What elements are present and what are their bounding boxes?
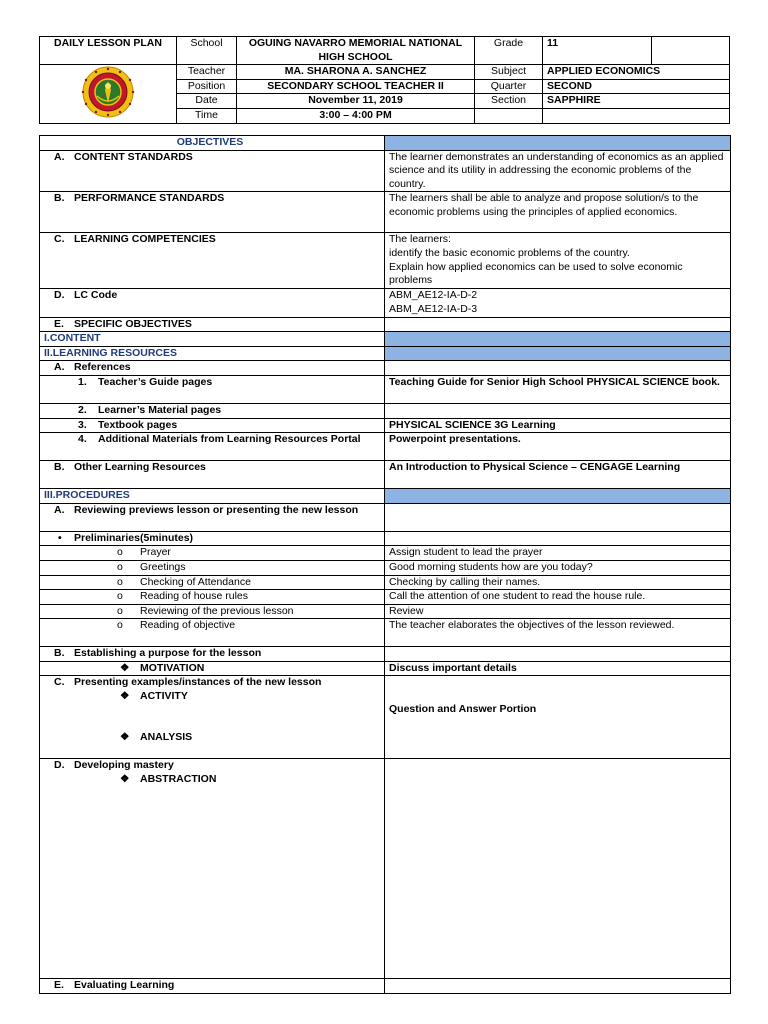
header-table: [39, 36, 730, 124]
date-label: Date: [177, 94, 237, 109]
school-logo-icon: [73, 66, 143, 118]
diamond-bullet-icon: ❖: [120, 661, 130, 674]
prelim-value-greetings: Good morning students how are you today?: [385, 560, 731, 575]
prelim-item-attendance: o Checking of Attendance: [40, 575, 385, 590]
time-label: Time: [177, 108, 237, 123]
prelim-value-house-rules: Call the attention of one student to read the house rule.: [385, 590, 731, 605]
teachers-guide-value: Teaching Guide for Senior High School PHYSICAL SCIENCE book.: [385, 375, 731, 403]
prelim-value-prayer: Assign student to lead the prayer: [385, 546, 731, 561]
teacher-value: MA. SHARONA A. SANCHEZ: [237, 65, 475, 80]
quarter-value: SECOND: [543, 79, 730, 94]
diamond-bullet-icon: ❖: [120, 730, 130, 743]
prelim-value-attendance: Checking by calling their names.: [385, 575, 731, 590]
diamond-bullet-icon: ❖: [120, 690, 130, 703]
procedures-heading: III.PROCEDURES: [40, 489, 385, 504]
school-label: School: [177, 37, 237, 65]
preliminaries-label: • Preliminaries(5minutes): [40, 531, 385, 546]
learning-competencies-label: C. LEARNING COMPETENCIES: [40, 233, 385, 289]
content-standards-label: A. CONTENT STANDARDS: [40, 150, 385, 192]
teachers-guide-label: 1. Teacher’s Guide pages: [40, 375, 385, 403]
grade-value: 11: [543, 37, 652, 65]
section-value: SAPPHIRE: [543, 94, 730, 109]
performance-standards-value: The learners shall be able to analyze and propose solution/s to the economic problems using the principles of applied economics.: [385, 192, 731, 233]
references-label: A. References: [40, 361, 385, 376]
prelim-item-review: o Reviewing of the previous lesson: [40, 604, 385, 619]
motivation-value: Discuss important details: [385, 661, 731, 676]
prelim-item-objective: o Reading of objective: [40, 619, 385, 647]
learning-competencies-value: The learners: identify the basic economic problems of the country. Explain how applied economics can be used to solve economic problems: [385, 233, 731, 289]
prelim-item-prayer: o Prayer: [40, 546, 385, 561]
lesson-plan-table: [39, 135, 731, 994]
analysis-label: ANALYSIS: [140, 730, 193, 743]
textbook-pages-value: PHYSICAL SCIENCE 3G Learning: [385, 418, 731, 433]
activity-value: Question and Answer Portion: [389, 703, 537, 716]
developing-mastery-cell: D. Developing mastery ❖ ABSTRACTION: [40, 759, 385, 979]
evaluating-learning-label: E. Evaluating Learning: [40, 979, 385, 994]
content-standards-value: The learner demonstrates an understanding of economics as an applied science and its utility in addressing the economic problems of the country.: [385, 150, 731, 192]
quarter-label: Quarter: [475, 79, 543, 94]
presenting-examples-cell: C. Presenting examples/instances of the new lesson ❖ ACTIVITY ❖ ANALYSIS: [40, 676, 385, 759]
reviewing-lesson-label: A. Reviewing previews lesson or presenting the new lesson: [40, 503, 385, 531]
activity-value-cell: [385, 676, 731, 759]
time-value: 3:00 – 4:00 PM: [237, 108, 475, 123]
position-label: Position: [177, 79, 237, 94]
school-value: OGUING NAVARRO MEMORIAL NATIONAL HIGH SCHOOL: [237, 37, 475, 65]
prelim-value-objective: The teacher elaborates the objectives of the lesson reviewed.: [385, 619, 731, 647]
other-resources-label: B. Other Learning Resources: [40, 461, 385, 489]
grade-label: Grade: [475, 37, 543, 65]
position-value: SECONDARY SCHOOL TEACHER II: [237, 79, 475, 94]
content-heading: I.CONTENT: [40, 332, 385, 347]
abstraction-label: ABSTRACTION: [140, 773, 217, 786]
learners-material-label: 2. Learner’s Material pages: [40, 403, 385, 418]
section-label: Section: [475, 94, 543, 109]
lc-code-label: D. LC Code: [40, 289, 385, 317]
textbook-pages-label: 3. Textbook pages: [40, 418, 385, 433]
subject-value: APPLIED ECONOMICS: [543, 65, 730, 80]
motivation-label: ❖ MOTIVATION: [40, 661, 385, 676]
specific-objectives-label: E. SPECIFIC OBJECTIVES: [40, 317, 385, 332]
additional-materials-label: 4. Additional Materials from Learning Resources Portal: [40, 433, 385, 461]
date-value: November 11, 2019: [237, 94, 475, 109]
establishing-purpose-label: B. Establishing a purpose for the lesson: [40, 647, 385, 662]
teacher-label: Teacher: [177, 65, 237, 80]
objectives-heading: OBJECTIVES: [40, 136, 385, 151]
prelim-item-house-rules: o Reading of house rules: [40, 590, 385, 605]
performance-standards-label: B. PERFORMANCE STANDARDS: [40, 192, 385, 233]
lc-code-value: ABM_AE12-IA-D-2 ABM_AE12-IA-D-3: [385, 289, 731, 317]
additional-materials-value: Powerpoint presentations.: [385, 433, 731, 461]
prelim-value-review: Review: [385, 604, 731, 619]
plan-label: DAILY LESSON PLAN: [40, 37, 177, 65]
subject-label: Subject: [475, 65, 543, 80]
other-resources-value: An Introduction to Physical Science – CENGAGE Learning: [385, 461, 731, 489]
diamond-bullet-icon: ❖: [120, 773, 130, 786]
learning-resources-heading: II.LEARNING RESOURCES: [40, 346, 385, 361]
prelim-item-greetings: o Greetings: [40, 560, 385, 575]
school-logo-cell: [40, 65, 177, 123]
activity-label: ACTIVITY: [140, 690, 188, 703]
